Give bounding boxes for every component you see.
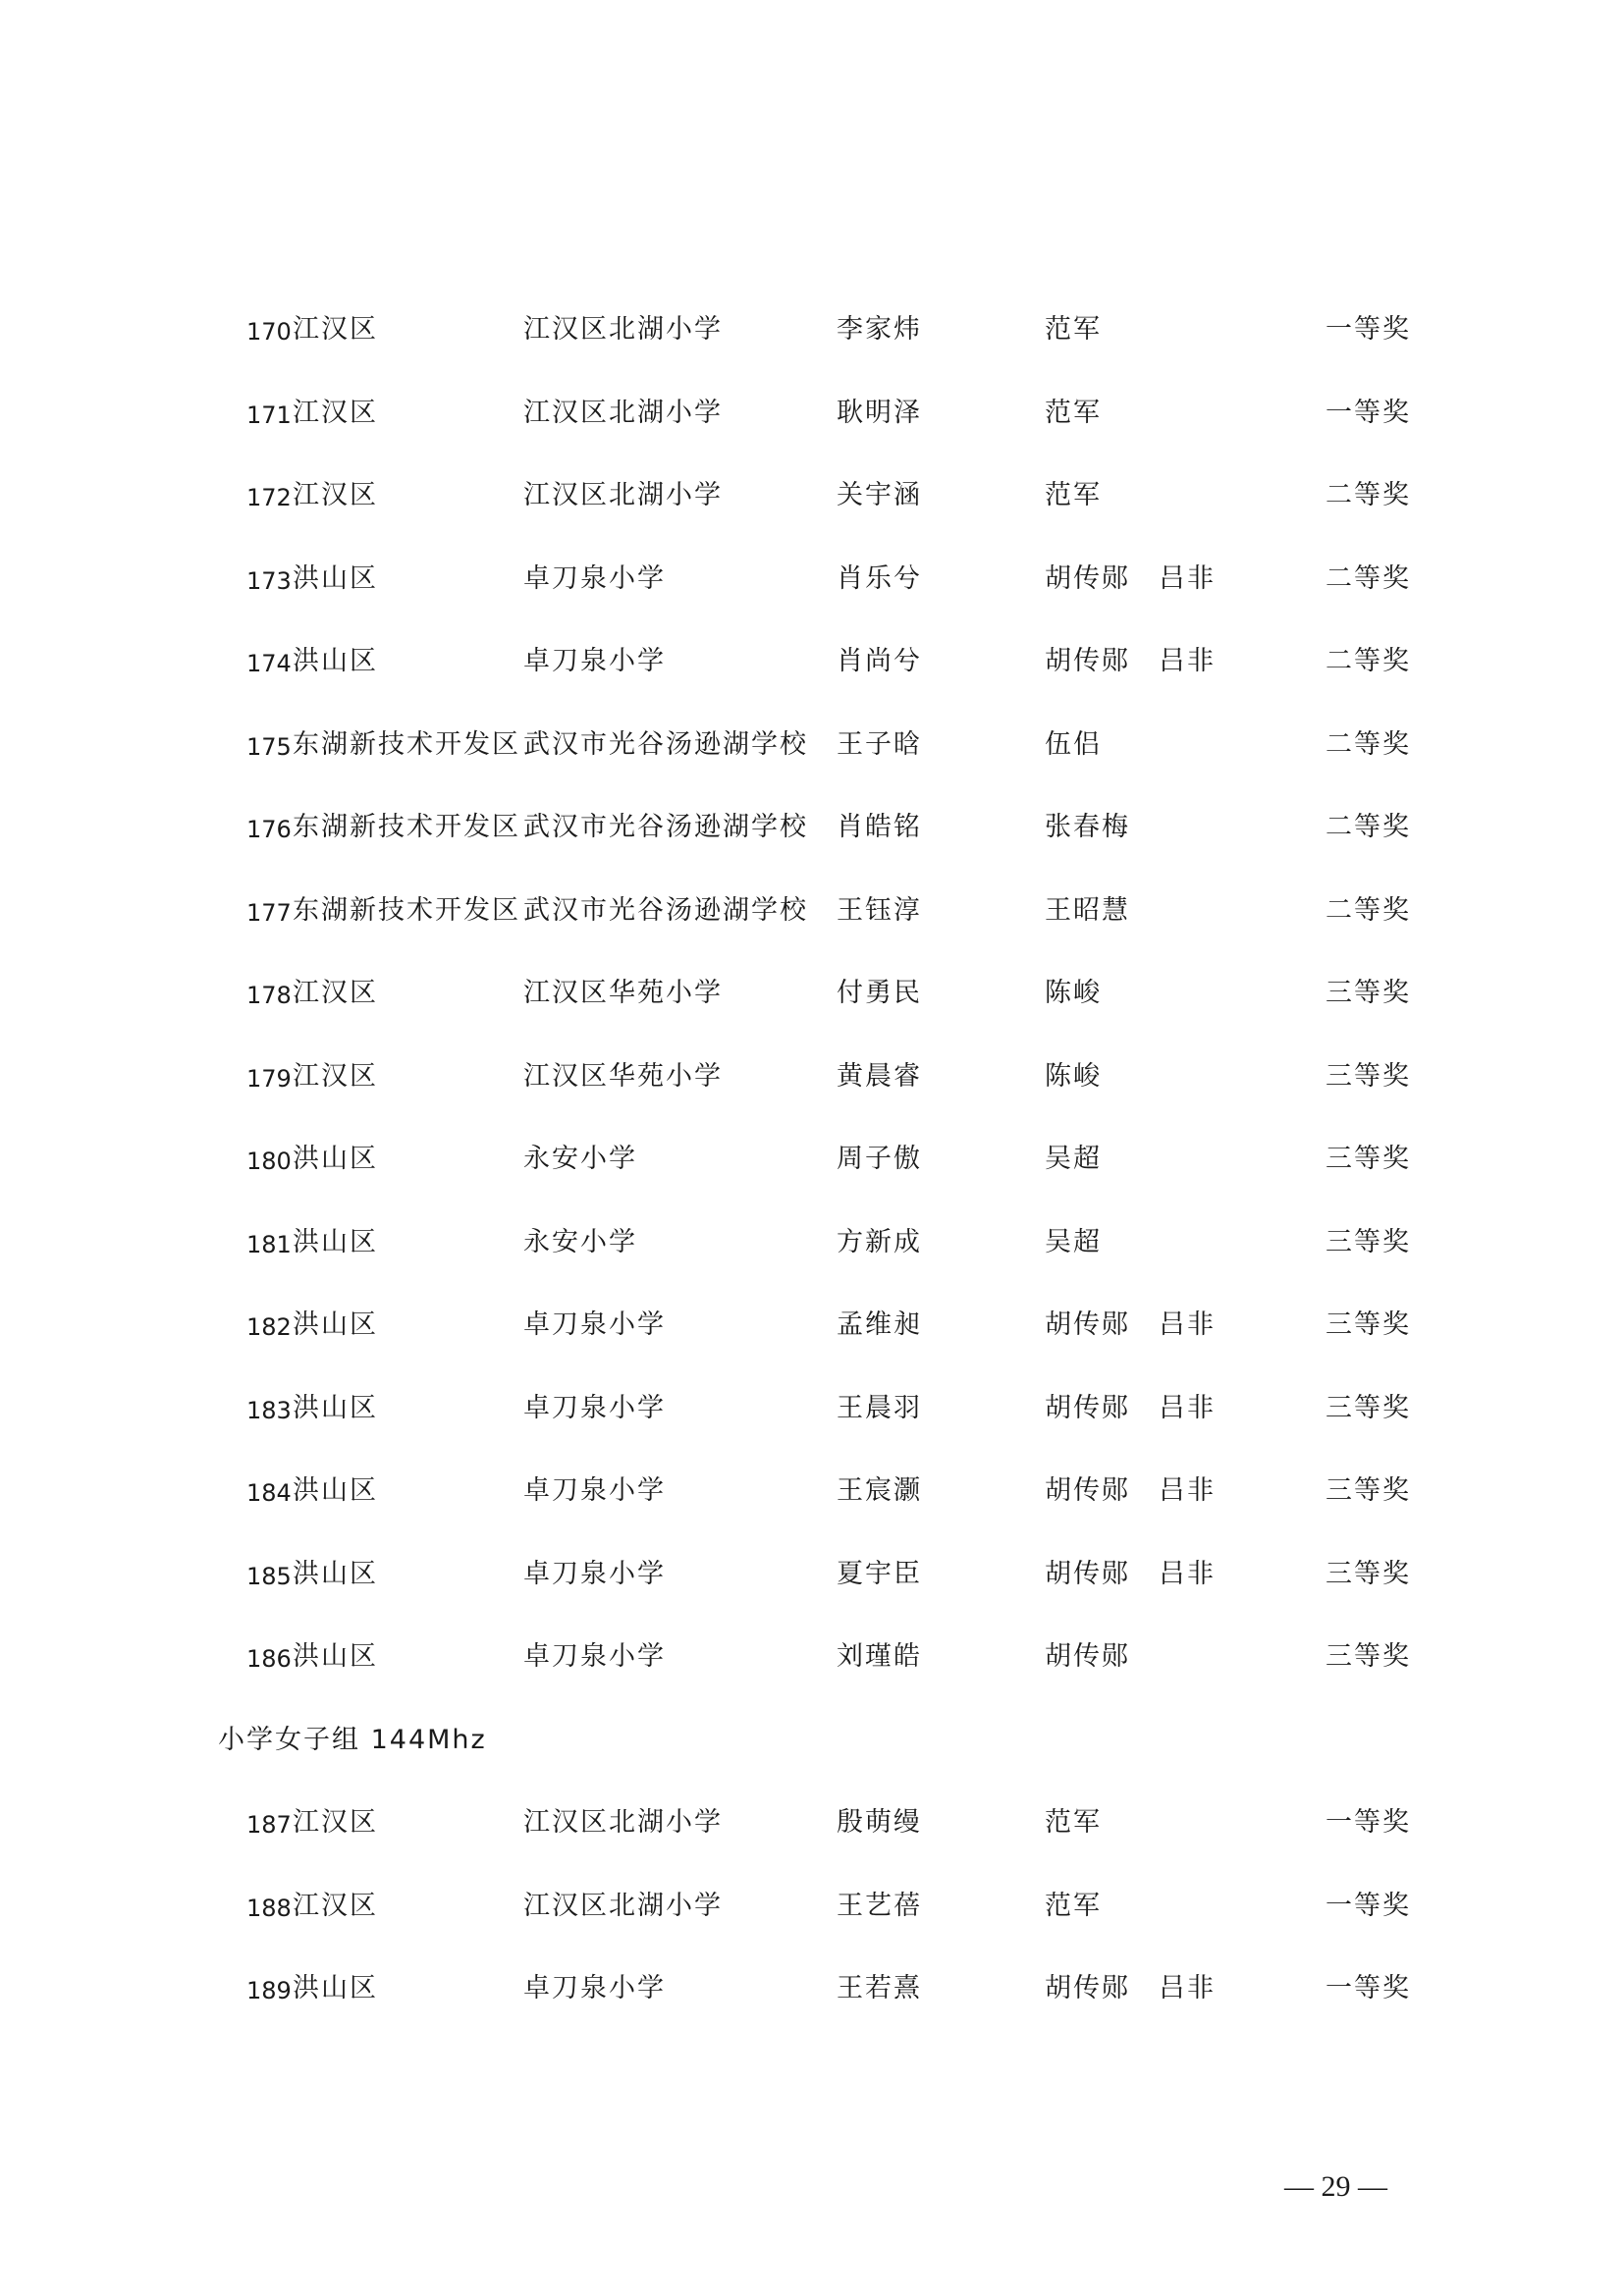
school-cell: 武汉市光谷汤逊湖学校: [523, 812, 808, 842]
row-number: 181: [246, 1230, 292, 1258]
section-title: 小学女子组 144Mhz: [218, 1724, 487, 1755]
teacher-cell: 张春梅: [1045, 812, 1130, 842]
school-cell: 武汉市光谷汤逊湖学校: [523, 894, 808, 926]
page-number: — 29 —: [1284, 2170, 1387, 2203]
teacher-cell: 胡传郧 吕非: [1045, 646, 1216, 676]
row-number: 185: [246, 1562, 292, 1590]
row-number: 189: [246, 1977, 292, 2004]
district-cell: 洪山区: [293, 646, 378, 676]
student-cell: 王若熹: [837, 1973, 922, 2003]
student-cell: 孟维昶: [837, 1309, 922, 1340]
student-cell: 肖乐兮: [837, 562, 922, 594]
table-row: [0, 1041, 1624, 1125]
table-row: [0, 378, 1624, 461]
row-number: 175: [246, 732, 292, 761]
teacher-cell: 胡传郧: [1045, 1641, 1130, 1672]
student-cell: 肖皓铭: [837, 812, 922, 842]
district-cell: 洪山区: [293, 1973, 378, 2003]
district-cell: 江汉区: [293, 1060, 378, 1092]
school-cell: 武汉市光谷汤逊湖学校: [523, 728, 808, 760]
award-cell: 二等奖: [1326, 894, 1411, 926]
table-row: [0, 294, 1624, 378]
teacher-cell: 吴超: [1045, 1226, 1102, 1257]
school-cell: 江汉区北湖小学: [523, 1890, 723, 1921]
student-cell: 王子晗: [837, 728, 922, 760]
school-cell: 卓刀泉小学: [523, 1309, 666, 1340]
table-row: [0, 1124, 1624, 1207]
teacher-cell: 范军: [1045, 1807, 1102, 1838]
teacher-cell: 王昭慧: [1045, 894, 1130, 926]
award-cell: 二等奖: [1326, 812, 1411, 842]
row-number: 188: [246, 1894, 292, 1922]
award-cell: 三等奖: [1326, 1226, 1411, 1257]
teacher-cell: 胡传郧 吕非: [1045, 1392, 1216, 1423]
award-cell: 二等奖: [1326, 728, 1411, 760]
student-cell: 王宸灏: [837, 1475, 922, 1506]
student-cell: 王晨羽: [837, 1392, 922, 1423]
district-cell: 洪山区: [293, 1144, 378, 1174]
row-number: 182: [246, 1313, 292, 1341]
row-number: 184: [246, 1479, 292, 1507]
table-row: [0, 1539, 1624, 1623]
award-cell: 三等奖: [1326, 1475, 1411, 1506]
award-cell: 一等奖: [1326, 397, 1411, 428]
teacher-cell: 胡传郧 吕非: [1045, 562, 1216, 594]
school-cell: 卓刀泉小学: [523, 1392, 666, 1423]
school-cell: 卓刀泉小学: [523, 1558, 666, 1589]
school-cell: 卓刀泉小学: [523, 646, 666, 676]
award-cell: 二等奖: [1326, 646, 1411, 676]
award-cell: 一等奖: [1326, 1807, 1411, 1838]
school-cell: 江汉区北湖小学: [523, 314, 723, 345]
award-list-part1: [0, 294, 1624, 1705]
table-row: [0, 710, 1624, 793]
award-cell: 三等奖: [1326, 1060, 1411, 1092]
school-cell: 卓刀泉小学: [523, 1641, 666, 1672]
section-heading: [0, 1705, 1624, 1789]
award-cell: 三等奖: [1326, 1309, 1411, 1340]
award-cell: 三等奖: [1326, 978, 1411, 1008]
district-cell: 东湖新技术开发区: [293, 728, 520, 760]
district-cell: 东湖新技术开发区: [293, 894, 520, 926]
row-number: 178: [246, 982, 292, 1009]
school-cell: 江汉区华苑小学: [523, 1060, 723, 1092]
district-cell: 洪山区: [293, 562, 378, 594]
award-list-table: [0, 294, 1624, 2037]
table-row: [0, 1373, 1624, 1457]
award-list-part2: [0, 1788, 1624, 2037]
student-cell: 刘瑾皓: [837, 1641, 922, 1672]
district-cell: 江汉区: [293, 314, 378, 345]
table-row: [0, 958, 1624, 1041]
district-cell: 江汉区: [293, 397, 378, 428]
student-cell: 耿明泽: [837, 397, 922, 428]
award-cell: 一等奖: [1326, 314, 1411, 345]
teacher-cell: 胡传郧 吕非: [1045, 1973, 1216, 2003]
student-cell: 周子傲: [837, 1144, 922, 1174]
row-number: 174: [246, 650, 292, 677]
award-cell: 二等奖: [1326, 562, 1411, 594]
table-row: [0, 1622, 1624, 1705]
school-cell: 江汉区北湖小学: [523, 1807, 723, 1838]
teacher-cell: 范军: [1045, 314, 1102, 345]
district-cell: 洪山区: [293, 1558, 378, 1589]
teacher-cell: 胡传郧 吕非: [1045, 1475, 1216, 1506]
teacher-cell: 胡传郧 吕非: [1045, 1309, 1216, 1340]
teacher-cell: 范军: [1045, 1890, 1102, 1921]
row-number: 170: [246, 318, 292, 346]
school-cell: 江汉区华苑小学: [523, 978, 723, 1008]
student-cell: 王钰淳: [837, 894, 922, 926]
table-row: [0, 1953, 1624, 2037]
table-row: [0, 1456, 1624, 1539]
school-cell: 卓刀泉小学: [523, 562, 666, 594]
table-row: [0, 626, 1624, 710]
row-number: 171: [246, 400, 292, 429]
student-cell: 肖尚兮: [837, 646, 922, 676]
district-cell: 江汉区: [293, 480, 378, 510]
teacher-cell: 吴超: [1045, 1144, 1102, 1174]
table-row: [0, 544, 1624, 627]
row-number: 172: [246, 484, 292, 511]
teacher-cell: 胡传郧 吕非: [1045, 1558, 1216, 1589]
district-cell: 洪山区: [293, 1475, 378, 1506]
student-cell: 殷萌缦: [837, 1807, 922, 1838]
student-cell: 黄晨睿: [837, 1060, 922, 1092]
school-cell: 卓刀泉小学: [523, 1973, 666, 2003]
award-cell: 二等奖: [1326, 480, 1411, 510]
student-cell: 方新成: [837, 1226, 922, 1257]
district-cell: 洪山区: [293, 1309, 378, 1340]
district-cell: 江汉区: [293, 1807, 378, 1838]
award-cell: 三等奖: [1326, 1641, 1411, 1672]
award-cell: 三等奖: [1326, 1558, 1411, 1589]
district-cell: 江汉区: [293, 978, 378, 1008]
district-cell: 洪山区: [293, 1641, 378, 1672]
district-cell: 东湖新技术开发区: [293, 812, 520, 842]
district-cell: 洪山区: [293, 1226, 378, 1257]
award-cell: 一等奖: [1326, 1973, 1411, 2003]
teacher-cell: 伍侣: [1045, 728, 1102, 760]
school-cell: 江汉区北湖小学: [523, 397, 723, 428]
school-cell: 永安小学: [523, 1226, 637, 1257]
row-number: 187: [246, 1811, 292, 1839]
student-cell: 王艺蓓: [837, 1890, 922, 1921]
student-cell: 李家炜: [837, 314, 922, 345]
award-cell: 一等奖: [1326, 1890, 1411, 1921]
teacher-cell: 陈峻: [1045, 978, 1102, 1008]
row-number: 186: [246, 1645, 292, 1673]
student-cell: 付勇民: [837, 978, 922, 1008]
teacher-cell: 陈峻: [1045, 1060, 1102, 1092]
school-cell: 卓刀泉小学: [523, 1475, 666, 1506]
row-number: 179: [246, 1064, 292, 1093]
table-row: [0, 1788, 1624, 1871]
table-row: [0, 1290, 1624, 1373]
table-row: [0, 1871, 1624, 1954]
district-cell: 洪山区: [293, 1392, 378, 1423]
table-row: [0, 792, 1624, 876]
school-cell: 江汉区北湖小学: [523, 480, 723, 510]
row-number: 176: [246, 816, 292, 843]
table-row: [0, 876, 1624, 959]
district-cell: 江汉区: [293, 1890, 378, 1921]
table-row: [0, 460, 1624, 544]
row-number: 180: [246, 1148, 292, 1175]
row-number: 177: [246, 898, 292, 927]
student-cell: 夏宇臣: [837, 1558, 922, 1589]
table-row: [0, 1207, 1624, 1291]
teacher-cell: 范军: [1045, 397, 1102, 428]
student-cell: 关宇涵: [837, 480, 922, 510]
row-number: 173: [246, 566, 292, 595]
school-cell: 永安小学: [523, 1144, 637, 1174]
award-cell: 三等奖: [1326, 1392, 1411, 1423]
row-number: 183: [246, 1396, 292, 1424]
teacher-cell: 范军: [1045, 480, 1102, 510]
award-cell: 三等奖: [1326, 1144, 1411, 1174]
